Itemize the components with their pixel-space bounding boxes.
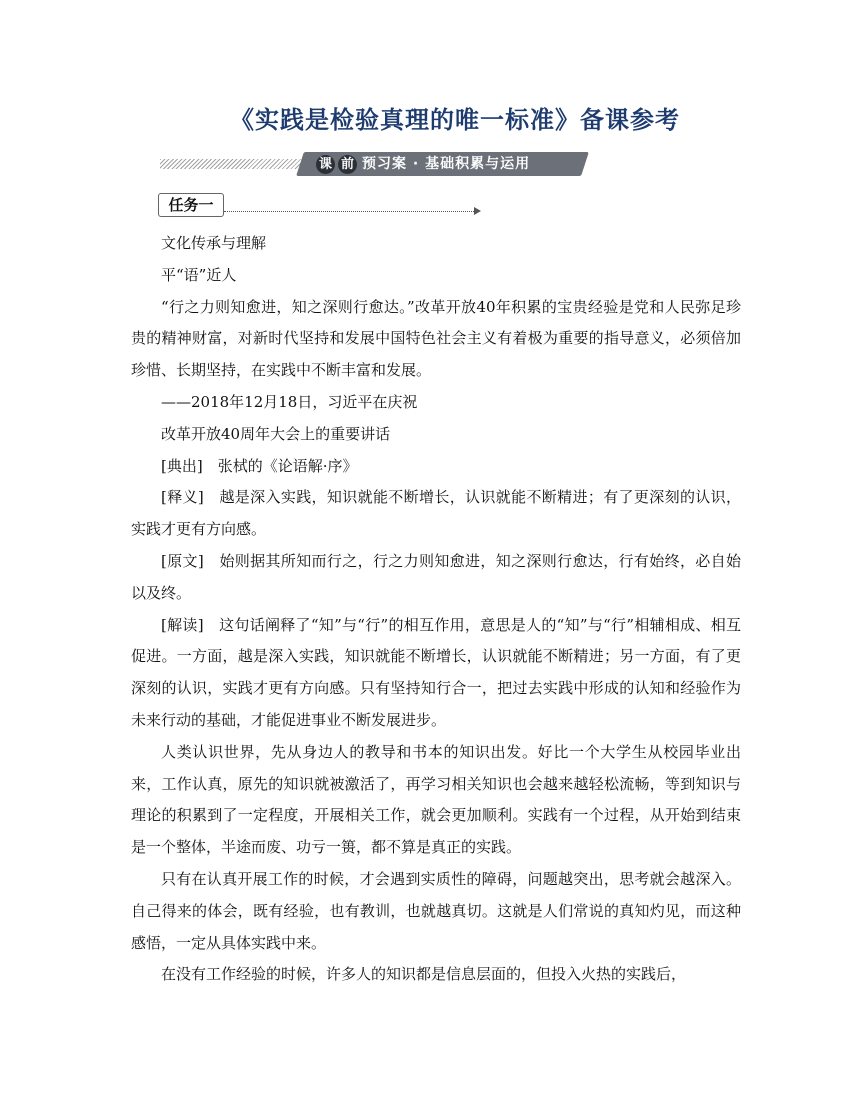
task-arrow-icon: [474, 207, 481, 215]
paragraph-original-text: [原文] 始则据其所知而行之，行之力则知愈进，知之深则行愈达，行有始终，必自始以及终。: [131, 551, 741, 602]
document-body: [131, 228, 741, 991]
paragraph-explanation: [释义] 越是深入实践，知识就能不断增长，认识就能不断精进；有了更深刻的认识，实践才更有方向感。: [131, 488, 741, 539]
paragraph-source-2: 改革开放40周年大会上的重要讲话: [161, 424, 391, 443]
section-banner: [160, 152, 590, 176]
paragraph-interpretation: [解读] 这句话阐释了“知”与“行”的相互作用，意思是人的“知”与“行”相辅相成、相互促进。一方面，越是深入实践，知识就能不断增长，认识就能不断精进；另一方面，有了更深刻的认识，实践才更有方向感。只有坚持知行合一，把过去实践中形成的认知和经验作为未来行动的基础，才能促进事业不断发展进步。: [131, 615, 741, 729]
banner-circle-char-1: 课: [316, 155, 335, 174]
paragraph-heading-2: 平“语”近人: [161, 265, 237, 284]
banner-text: [316, 152, 530, 176]
paragraph-quote: “行之力则知愈进，知之深则行愈达。”改革开放40年积累的宝贵经验是党和人民弥足珍贵的精神财富，对新时代坚持和发展中国特色社会主义有着极为重要的指导意义，必须倍加珍惜、长期坚持，在实践中不断丰富和发展。: [131, 297, 741, 380]
paragraph-body-2: 只有在认真开展工作的时候，才会遇到实质性的障碍，问题越突出，思考就会越深入。自己得来的体会，既有经验，也有教训，也就越真切。这就是人们常说的真知灼见，而这种感悟，一定从具体实践中来。: [131, 869, 741, 952]
page-title: 《实践是检验真理的唯一标准》备课参考: [230, 106, 680, 134]
banner-hatch: [160, 159, 310, 169]
paragraph-body-3: 在没有工作经验的时候，许多人的知识都是信息层面的，但投入火热的实践后，: [161, 965, 687, 984]
task-label: 任务一: [158, 193, 224, 217]
banner-rest-text: 预习案 · 基础积累与运用: [362, 156, 531, 172]
paragraph-origin: [典出] 张栻的《论语解·序》: [161, 456, 358, 475]
paragraph-heading-1: 文化传承与理解: [161, 234, 267, 252]
paragraph-body-1: 人类认识世界，先从身边人的教导和书本的知识出发。好比一个大学生从校园毕业出来，工作认真，原先的知识就被激活了，再学习相关知识也会越来越轻松流畅，等到知识与理论的积累到了一定程度，开展相关工作，就会更加顺利。实践有一个过程，从开始到结束是一个整体，半途而废、功亏一篑，都不算是真正的实践。: [131, 742, 741, 857]
paragraph-source-1: ——2018年12月18日，习近平在庆祝: [161, 392, 418, 411]
banner-circle-char-2: 前: [338, 155, 357, 174]
task-dotted-line: [224, 211, 476, 212]
